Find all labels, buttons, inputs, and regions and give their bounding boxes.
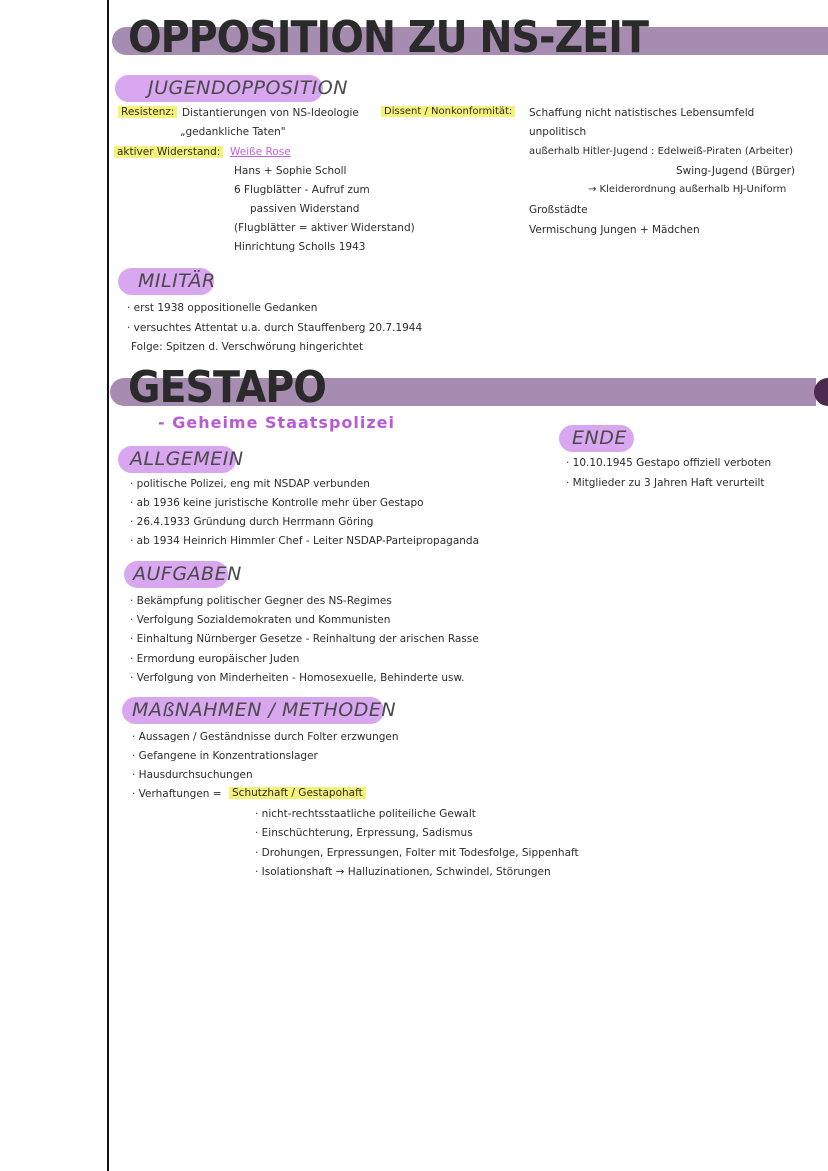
allgemein-line: · politische Polizei, eng mit NSDAP verbunden	[130, 478, 370, 490]
aktiv-line: passiven Widerstand	[250, 203, 360, 215]
resistenz-label: Resistenz:	[118, 106, 177, 118]
militaer-line: · erst 1938 oppositionelle Gedanken	[127, 302, 318, 314]
ende-line: · 10.10.1945 Gestapo offiziell verboten	[566, 457, 772, 469]
dissent-label: Dissent / Nonkonformität:	[381, 106, 515, 117]
dissent-line: Vermischung Jungen + Mädchen	[529, 224, 700, 236]
heading-massnahmen: MAßNAHMEN / METHODEN	[132, 699, 397, 721]
page-margin-line	[107, 0, 109, 1171]
militaer-line: · versuchtes Attentat u.a. durch Stauffenberg 20.7.1944	[127, 322, 423, 334]
militaer-line: Folge: Spitzen d. Verschwörung hingerichtet	[131, 341, 364, 353]
page-title-gestapo: GESTAPO	[128, 362, 326, 413]
allgemein-line: · 26.4.1933 Gründung durch Herrmann Göring	[130, 516, 374, 528]
verhaftungen-detail: · Einschüchterung, Erpressung, Sadismus	[255, 827, 473, 839]
aufgaben-line: · Einhaltung Nürnberger Gesetze - Reinhaltung der arischen Rasse	[130, 633, 479, 645]
aufgaben-line: · Bekämpfung politischer Gegner des NS-Regimes	[130, 595, 392, 607]
heading-aufgaben: AUFGABEN	[133, 563, 242, 585]
heading-jugendopposition: JUGENDOPPOSITION	[148, 77, 348, 99]
heading-allgemein: ALLGEMEIN	[130, 448, 244, 470]
massnahmen-line: · Hausdurchsuchungen	[132, 769, 253, 781]
dissent-line: unpolitisch	[529, 126, 587, 138]
massnahmen-line: · Aussagen / Geständnisse durch Folter erzwungen	[132, 731, 399, 743]
aktiv-line: 6 Flugblätter - Aufruf zum	[234, 184, 370, 196]
aufgaben-line: · Verfolgung von Minderheiten - Homosexuelle, Behinderte usw.	[130, 672, 465, 684]
aktiv-line: Hans + Sophie Scholl	[234, 165, 347, 177]
resistenz-text: Distantierungen von NS-Ideologie	[182, 107, 359, 119]
dissent-line: außerhalb Hitler-Jugend : Edelweiß-Piraten (Arbeiter)	[529, 146, 794, 157]
ende-line: · Mitglieder zu 3 Jahren Haft verurteilt	[566, 477, 765, 489]
verhaftungen-highlight: Schutzhaft / Gestapohaft	[229, 787, 366, 799]
allgemein-line: · ab 1934 Heinrich Himmler Chef - Leiter NSDAP-Parteipropaganda	[130, 535, 480, 547]
subtitle-gestapo: - Geheime Staatspolizei	[158, 413, 396, 432]
aktiv-line: Hinrichtung Scholls 1943	[234, 241, 366, 253]
title-band-end	[814, 378, 828, 406]
aufgaben-line: · Ermordung europäischer Juden	[130, 653, 300, 665]
verhaftungen-detail: · Drohungen, Erpressungen, Folter mit Todesfolge, Sippenhaft	[255, 847, 579, 859]
aktiv-label: aktiver Widerstand:	[114, 146, 223, 158]
aufgaben-line: · Verfolgung Sozialdemokraten und Kommunisten	[130, 614, 391, 626]
dissent-line: Schaffung nicht natistisches Lebensumfeld	[529, 107, 755, 119]
allgemein-line: · ab 1936 keine juristische Kontrolle mehr über Gestapo	[130, 497, 424, 509]
heading-militaer: MILITÄR	[138, 270, 216, 292]
aktiv-line: (Flugblätter = aktiver Widerstand)	[234, 222, 415, 234]
aktiv-group-name: Weiße Rose	[230, 146, 291, 158]
verhaftungen-label: · Verhaftungen =	[132, 788, 222, 800]
page-title-opposition: OPPOSITION ZU NS-ZEIT	[128, 12, 648, 63]
resistenz-text-2: „gedankliche Taten"	[180, 126, 286, 138]
verhaftungen-detail: · Isolationshaft → Halluzinationen, Schwindel, Störungen	[255, 866, 551, 878]
heading-ende: ENDE	[572, 427, 627, 449]
dissent-line: → Kleiderordnung außerhalb HJ-Uniform	[588, 184, 787, 195]
massnahmen-line: · Gefangene in Konzentrationslager	[132, 750, 318, 762]
dissent-line: Großstädte	[529, 204, 588, 216]
dissent-line: Swing-Jugend (Bürger)	[676, 165, 796, 177]
verhaftungen-detail: · nicht-rechtsstaatliche politeiliche Gewalt	[255, 808, 476, 820]
